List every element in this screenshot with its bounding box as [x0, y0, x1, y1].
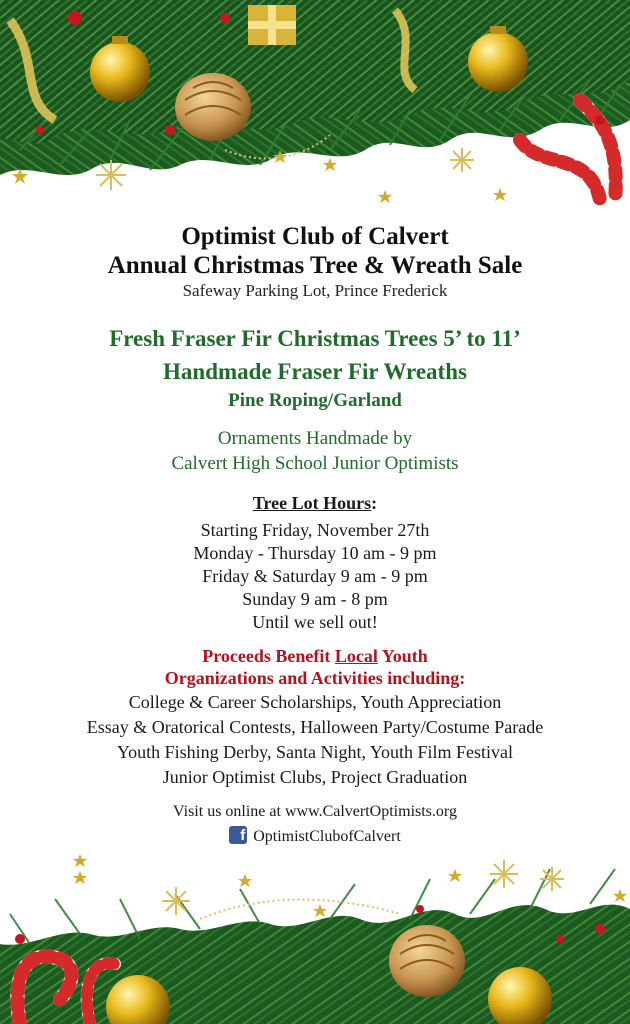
- facebook-link[interactable]: [0, 826, 630, 847]
- pine-cone-icon: [389, 925, 465, 997]
- title-line-2: Annual Christmas Tree & Wreath Sale: [107, 252, 523, 279]
- proceeds-line-2: Organizations and Activities including:: [164, 668, 466, 688]
- pine-cone-icon: [175, 73, 251, 141]
- hours-line: Sunday 9 am - 8 pm: [242, 589, 388, 609]
- product-wreaths: Handmade Fraser Fir Wreaths: [163, 359, 467, 384]
- star-icon: [73, 854, 627, 917]
- title-line-1: Optimist Club of Calvert: [181, 223, 449, 250]
- hours-line: Friday & Saturday 9 am - 9 pm: [202, 566, 428, 586]
- activity-line: Essay & Oratorical Contests, Halloween Party/Costume Parade: [86, 717, 544, 737]
- activity-line: Youth Fishing Derby, Santa Night, Youth Film Festival: [116, 742, 514, 762]
- gift-icon: [248, 5, 296, 45]
- hours-line: Until we sell out!: [252, 612, 378, 632]
- snowflake-icon: [162, 860, 564, 915]
- ornaments-line-1: Ornaments Handmade by: [217, 428, 413, 449]
- hours-heading: [0, 492, 630, 514]
- hours-heading-colon: :: [371, 493, 378, 513]
- facebook-icon: f: [229, 826, 247, 844]
- website-text[interactable]: Visit us online at www.CalvertOptimists.org: [173, 803, 457, 820]
- top-garland-decoration: [0, 0, 630, 220]
- location-text: Safeway Parking Lot, Prince Frederick: [182, 281, 448, 300]
- hours-line: Starting Friday, November 27th: [200, 520, 430, 540]
- hours-heading-label: Tree Lot Hours: [252, 493, 372, 513]
- hours-line: Monday - Thursday 10 am - 9 pm: [193, 543, 437, 563]
- activity-line: Junior Optimist Clubs, Project Graduation: [162, 767, 468, 787]
- proceeds-line-1: [0, 645, 630, 667]
- activity-line: College & Career Scholarships, Youth Appreciation: [128, 692, 502, 712]
- proceeds-text-local: Local: [334, 646, 378, 666]
- product-garland: Pine Roping/Garland: [228, 390, 402, 411]
- proceeds-text-b: Youth: [377, 646, 428, 666]
- facebook-name: OptimistClubofCalvert: [253, 828, 401, 845]
- product-trees: Fresh Fraser Fir Christmas Trees 5’ to 11’: [109, 326, 521, 351]
- ornaments-line-2: Calvert High School Junior Optimists: [171, 453, 459, 474]
- proceeds-text-a: Proceeds Benefit: [202, 646, 335, 666]
- bottom-garland-decoration: [0, 849, 630, 1024]
